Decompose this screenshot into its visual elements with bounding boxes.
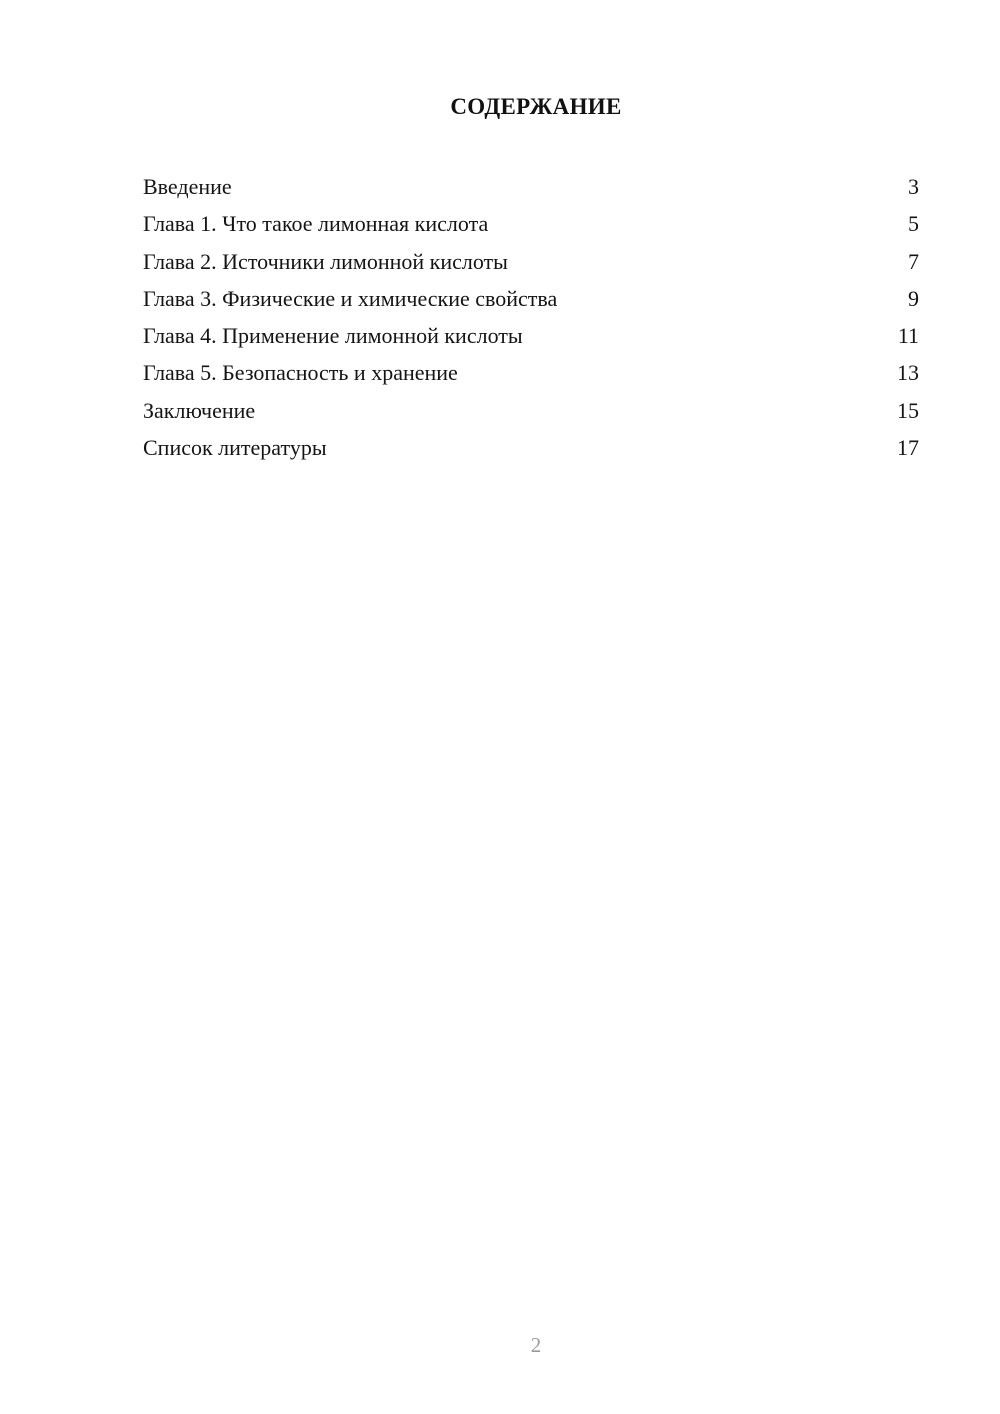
toc-entry-chapter-1 <box>143 205 919 242</box>
toc-entry-label: Глава 5. Безопасность и хранение <box>143 360 458 386</box>
toc-entry-page: 13 <box>897 360 919 386</box>
toc-entry-page: 5 <box>908 211 919 237</box>
toc-entry-page: 7 <box>908 248 919 274</box>
toc-entry-page: 15 <box>897 397 919 423</box>
toc-entry-chapter-3 <box>143 280 919 317</box>
toc-entry-label: Глава 3. Физические и химические свойства <box>143 285 558 311</box>
toc-entry-introduction <box>143 168 919 205</box>
toc-entry-chapter-2 <box>143 243 919 280</box>
toc-entry-page: 9 <box>908 285 919 311</box>
toc-entry-label: Заключение <box>143 397 256 423</box>
toc-entry-label: Список литературы <box>143 435 327 461</box>
page-title: СОДЕРЖАНИЕ <box>450 94 622 119</box>
toc-entry-chapter-5 <box>143 354 919 391</box>
page-number: 2 <box>530 1333 542 1357</box>
toc-entry-chapter-4 <box>143 317 919 354</box>
toc-entry-page: 3 <box>908 174 919 199</box>
toc-entry-label: Глава 2. Источники лимонной кислоты <box>143 248 508 274</box>
table-of-contents <box>143 168 919 466</box>
toc-entry-label: Введение <box>143 174 232 199</box>
toc-entry-references <box>143 429 919 466</box>
toc-entry-label: Глава 4. Применение лимонной кислоты <box>143 323 523 349</box>
toc-entry-conclusion <box>143 392 919 429</box>
toc-entry-page: 17 <box>897 435 919 461</box>
toc-entry-label: Глава 1. Что такое лимонная кислота <box>143 211 489 237</box>
toc-entry-page: 11 <box>897 323 919 349</box>
